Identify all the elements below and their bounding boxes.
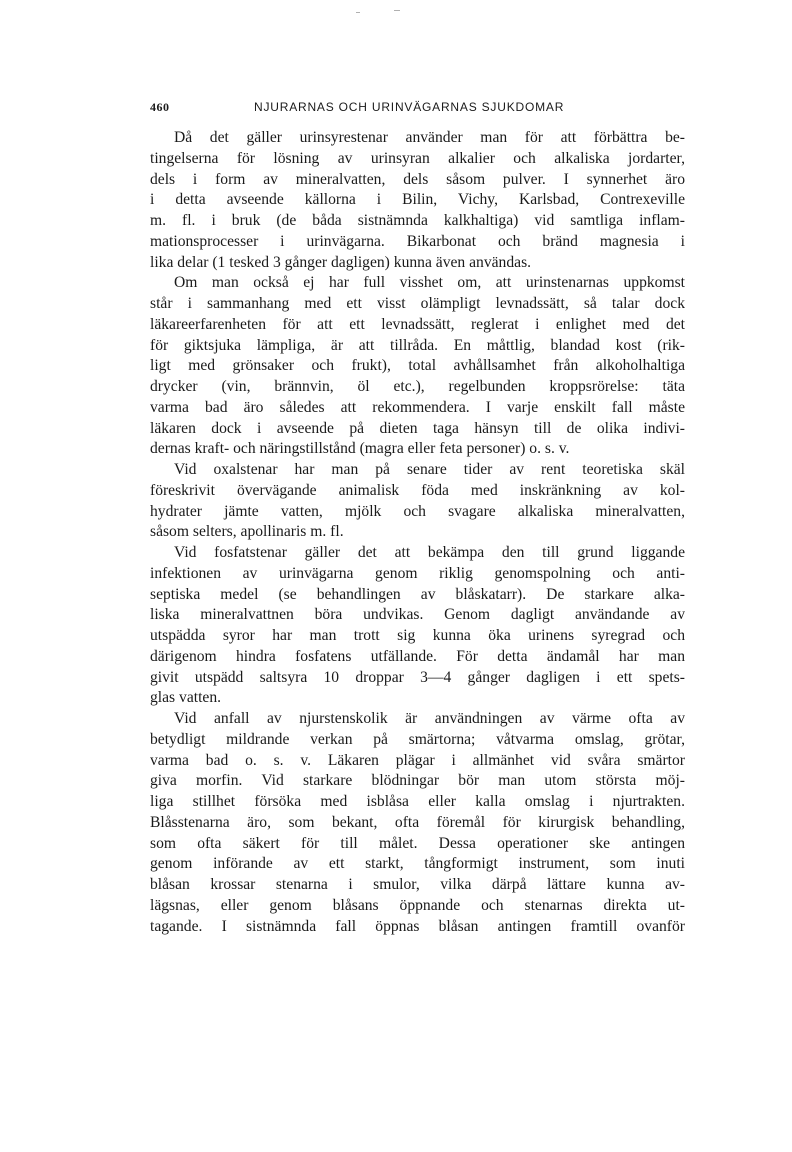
text-line: septiska medel (se behandlingen av blåskatarr). De starkare alka- [150,585,685,603]
text-line: som ofta säkert för till målet. Dessa operationer ske antingen [150,834,685,852]
text-line: givit utspädd saltsyra 10 droppar 3—4 gånger dagligen i ett spets- [150,668,685,686]
text-line: lika delar (1 tesked 3 gånger dagligen) kunna även användas. [150,253,532,271]
page-number: 460 [150,100,170,114]
scan-artifact-top [356,12,360,13]
text-line: tingelserna för lösning av urinsyran alkalier och alkaliska jordarter, [150,149,685,167]
text-line: läkaren dock i avseende på dieten taga hänsyn till de olika indivi- [150,419,685,437]
body-text [150,128,685,937]
text-line: hydrater jämte vatten, mjölk och svagare alkaliska mineralvatten, [150,502,685,520]
text-line: därigenom hindra fosfatens utfällande. För detta ändamål har man [150,647,685,665]
text-line: mationsprocesser i urinvägarna. Bikarbonat och bränd magnesia i [150,232,685,250]
text-line: dernas kraft- och näringstillstånd (magra eller feta personer) o. s. v. [150,440,570,458]
text-line: liska mineralvattnen böra undvikas. Genom dagligt användande av [150,606,685,624]
text-line: Då det gäller urinsyrestenar använder man för att förbättra be- [174,129,685,146]
text-line: såsom selters, apollinaris m. fl. [150,523,344,541]
text-line: Vid anfall av njurstenskolik är användningen av värme ofta av [174,710,685,727]
text-line: Vid oxalstenar har man på senare tider av rent teoretiska skäl [174,461,685,478]
text-line: ligt med grönsaker och frukt), total avhållsamhet från alkoholhaltiga [150,357,685,375]
text-line: dels i form av mineralvatten, dels såsom pulver. I synnerhet äro [150,170,685,188]
text-line: blåsan krossar stenarna i smulor, vilka därpå lättare kunna av- [150,876,685,893]
text-line: liga stillhet försöka med isblåsa eller kalla omslag i njurtrakten. [150,793,685,810]
text-line: läkareerfarenheten för att ett levnadssätt, reglerat i enlighet med det [150,315,685,333]
text-line: infektionen av urinvägarna genom riklig genomspolning och anti- [150,564,685,582]
text-line: drycker (vin, brännvin, öl etc.), regelbunden kroppsrörelse: täta [150,378,685,395]
text-line: genom införande av ett starkt, tångformigt instrument, som inuti [150,855,685,873]
scan-artifact-top [394,10,400,11]
text-line: för giktsjuka lämpliga, är att tillråda. En måttlig, blandad kost (rik- [150,336,685,354]
running-title: NJURARNAS OCH URINVÄGARNAS SJUKDOMAR [254,100,565,114]
text-line: utspädda syror har man trott sig kunna öka urinens syregrad och [150,627,685,644]
text-line: lägsnas, eller genom blåsans öppnande och stenarnas direkta ut- [150,896,685,914]
text-line: varma bad äro således att rekommendera. I varje enskilt fall måste [150,398,685,416]
text-line: Om man också ej har full visshet om, att urinstenarnas uppkomst [174,274,685,292]
text-line: betydligt mildrande verkan på smärtorna; våtvarma omslag, grötar, [150,730,685,748]
text-line: föreskrivit övervägande animalisk föda med inskränkning av kol- [150,481,685,499]
text-line: m. fl. i bruk (de båda sistnämnda kalkhaltiga) vid samtliga inflam- [150,212,685,229]
text-line: Vid fosfatstenar gäller det att bekämpa den till grund liggande [174,544,685,561]
text-line: giva morfin. Vid starkare blödningar bör man utom största möj- [150,772,685,790]
text-line: tagande. I sistnämnda fall öppnas blåsan antingen framtill ovanför [150,917,685,935]
text-line: i detta avseende källorna i Bilin, Vichy, Karlsbad, Contrexeville [150,191,685,209]
text-line: varma bad o. s. v. Läkaren plägar i allmänhet vid svåra smärtor [150,751,685,769]
text-line: står i sammanhang med ett visst olämpligt levnadssätt, så talar dock [150,295,685,312]
text-line: Blåsstenarna äro, som bekant, ofta föremål för kirurgisk behandling, [150,813,685,831]
page-header [150,100,688,118]
text-line: glas vatten. [150,689,222,707]
